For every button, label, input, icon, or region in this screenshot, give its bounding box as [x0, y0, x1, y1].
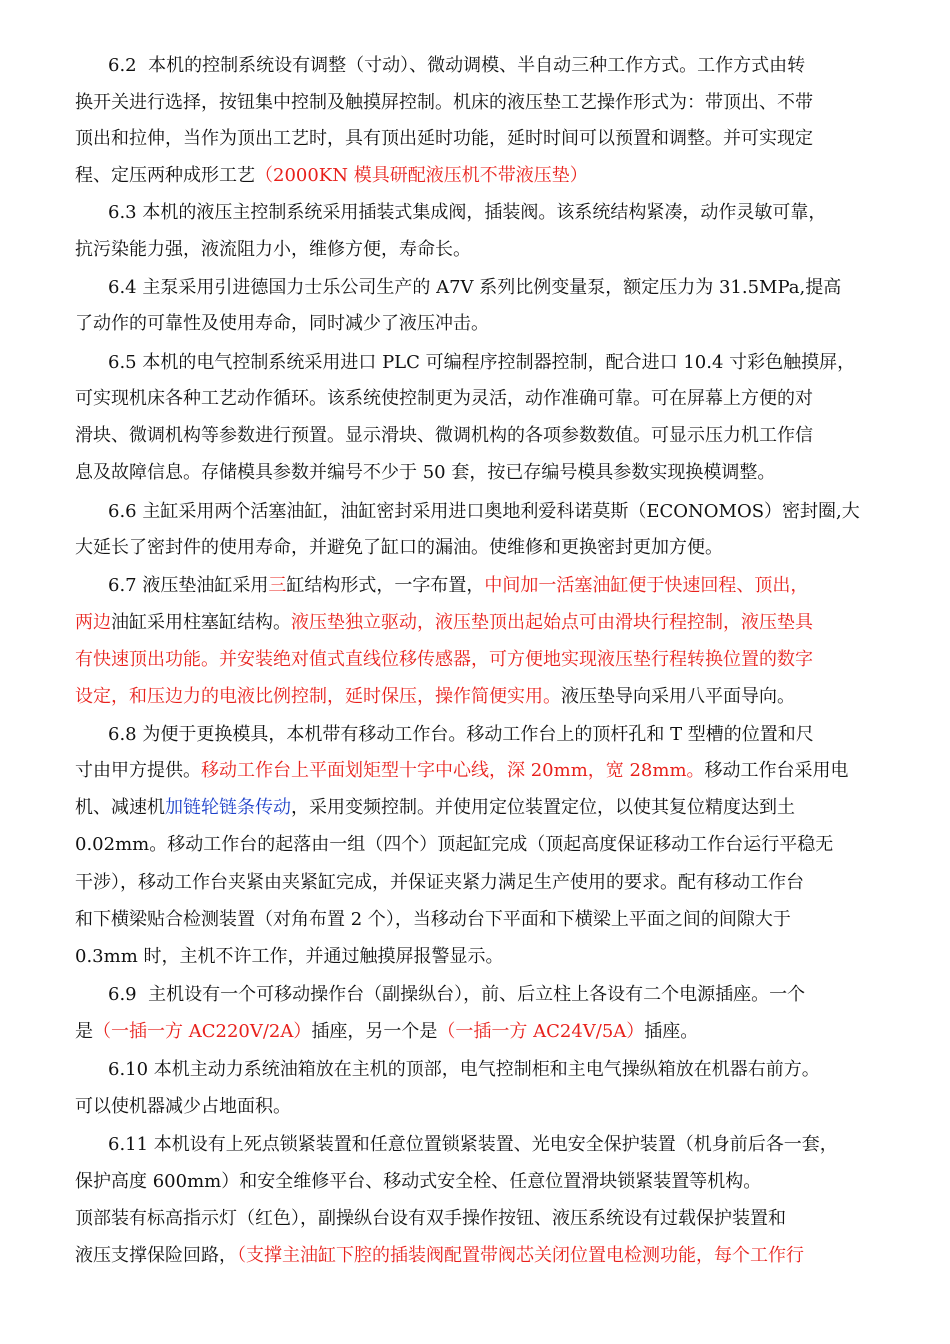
text-line [0, 942, 950, 972]
text-run: 和下横梁贴合检测装置（对角布置 2 个），当移动台下平面和下横梁上平面之间的间隙大于 [75, 909, 791, 930]
text-line [0, 1167, 950, 1197]
text-run: 油缸采用柱塞缸结构。 [111, 612, 291, 633]
text-line [0, 1204, 950, 1234]
text-line [0, 1055, 950, 1085]
text-run: 息及故障信息。存储模具参数并编号不少于 50 套，按已存编号模具参数实现换模调整。 [75, 462, 776, 483]
text-run: 可实现机床各种工艺动作循环。该系统使控制更为灵活，动作准确可靠。可在屏幕上方便的对 [75, 388, 813, 409]
text-run: 抗污染能力强，液流阻力小，维修方便，寿命长。 [75, 239, 471, 260]
text-run-red: （一插一方 AC24V/5A） [437, 1021, 645, 1042]
text-line [0, 51, 950, 81]
text-line [0, 793, 950, 823]
text-line [0, 645, 950, 675]
text-line [0, 88, 950, 118]
text-run: 液压垫导向采用八平面导向。 [561, 686, 795, 707]
text-line [0, 497, 950, 527]
text-run: 缸结构形式，一字布置， [286, 575, 485, 596]
text-run: 插座。 [644, 1021, 699, 1042]
text-run: 顶部装有标高指示灯（红色），副操纵台设有双手操作按钮、液压系统设有过载保护装置和 [75, 1208, 786, 1229]
text-line [0, 348, 950, 378]
text-run: 干涉），移动工作台夹紧由夹紧缸完成，并保证夹紧力满足生产使用的要求。配有移动工作台 [75, 872, 804, 893]
text-run-red: （2000KN 模具研配液压机不带液压垫） [255, 165, 588, 186]
text-run: ，采用变频控制。并使用定位装置定位，以使其复位精度达到土 [291, 797, 795, 818]
text-line [0, 235, 950, 265]
text-run: 6.3 本机的液压主控制系统采用插装式集成阀，插装阀。该系统结构紧凑，动作灵敏可靠， [108, 202, 827, 223]
text-run: 6.9 主机设有一个可移动操作台（副操纵台），前、后立柱上各设有二个电源插座。一个 [108, 984, 806, 1005]
text-line [0, 1092, 950, 1122]
text-run: 6.5 本机的电气控制系统采用进口 PLC 可编程序控制器控制，配合进口 10.4 寸彩色触摸屏， [108, 352, 856, 373]
text-run-red: （支撑主油缸下腔的插装阀配置带阀芯关闭位置电检测功能，每个工作行 [237, 1245, 804, 1266]
text-run: 是 [75, 1021, 93, 1042]
text-line [0, 421, 950, 451]
text-run: 机、减速机 [75, 797, 165, 818]
text-line [0, 124, 950, 154]
text-run: 0.3mm 时，主机不许工作，并通过触摸屏报警显示。 [75, 946, 504, 967]
text-line [0, 309, 950, 339]
text-line [0, 571, 950, 601]
text-run: 6.6 主缸采用两个活塞油缸，油缸密封采用进口奥地利爱科诺莫斯（ECONOMOS）密封圈,大 [108, 501, 860, 522]
text-run: 顶出和拉伸，当作为顶出工艺时，具有顶出延时功能，延时时间可以预置和调整。并可实现定 [75, 128, 813, 149]
text-line [0, 868, 950, 898]
text-run: 移动工作台采用电 [704, 760, 849, 781]
text-run: 6.7 液压垫油缸采用 [108, 575, 269, 596]
text-run-red: 设定，和压边力的电液比例控制，延时保压，操作简便实用。 [75, 686, 561, 707]
text-run-red: 液压垫独立驱动，液压垫顶出起始点可由滑块行程控制，液压垫具 [291, 612, 813, 633]
text-run: 6.4 主泵采用引进德国力士乐公司生产的 A7V 系列比例变量泵，额定压力为 31.5MPa,提高 [108, 277, 842, 298]
text-run: 6.8 为便于更换模具，本机带有移动工作台。移动工作台上的顶杆孔和 T 型槽的位置和尺 [108, 724, 814, 745]
text-run: 0.02mm。移动工作台的起落由一组（四个）顶起缸完成（顶起高度保证移动工作台运行平稳无 [75, 834, 834, 855]
text-run: 换开关进行选择，按钮集中控制及触摸屏控制。机床的液压垫工艺操作形式为：带顶出、不带 [75, 92, 813, 113]
text-run-blue: 加链轮链条传动 [165, 797, 291, 818]
text-line [0, 384, 950, 414]
text-line [0, 1130, 950, 1160]
text-run: 大延长了密封件的使用寿命，并避免了缸口的漏油。使维修和更换密封更加方便。 [75, 537, 723, 558]
text-line [0, 608, 950, 638]
text-line [0, 682, 950, 712]
text-line [0, 1017, 950, 1047]
text-run-red: 中间加一活塞油缸便于快速回程、顶出， [484, 575, 809, 596]
text-line [0, 1241, 950, 1271]
text-line [0, 458, 950, 488]
text-line [0, 533, 950, 563]
text-run: 6.2 本机的控制系统设有调整（寸动）、微动调模、半自动三种工作方式。工作方式由转 [108, 55, 806, 76]
text-line [0, 980, 950, 1010]
text-line [0, 830, 950, 860]
text-run: 可以使机器减少占地面积。 [75, 1096, 291, 1117]
text-line [0, 198, 950, 228]
text-run-red: 三 [268, 575, 287, 596]
text-run: 寸由甲方提供。 [75, 760, 201, 781]
text-run-red: 有快速顶出功能。并安装绝对值式直线位移传感器，可方便地实现液压垫行程转换位置的数字 [75, 649, 813, 670]
text-run-red: （一插一方 AC220V/2A） [93, 1021, 312, 1042]
text-line [0, 756, 950, 786]
text-run: 滑块、微调机构等参数进行预置。显示滑块、微调机构的各项参数数值。可显示压力机工作信 [75, 425, 813, 446]
text-run: 6.10 本机主动力系统油箱放在主机的顶部，电气控制柜和主电气操纵箱放在机器右前方。 [108, 1059, 820, 1080]
text-run: 液压支撑保险回路， [75, 1245, 237, 1266]
text-run: 6.11 本机设有上死点锁紧装置和任意位置锁紧装置、光电安全保护装置（机身前后各一套， [108, 1134, 838, 1155]
text-run-red: 两边 [75, 612, 111, 633]
text-run: 程、定压两种成形工艺 [75, 165, 255, 186]
text-run-red: 移动工作台上平面划矩型十字中心线，深 20mm，宽 28mm。 [201, 760, 705, 781]
text-line [0, 273, 950, 303]
text-run: 了动作的可靠性及使用寿命，同时减少了液压冲击。 [75, 313, 489, 334]
text-line [0, 720, 950, 750]
text-run: 保护高度 600mm）和安全维修平台、移动式安全栓、任意位置滑块锁紧装置等机构。 [75, 1171, 762, 1192]
text-run: 插座，另一个是 [311, 1021, 438, 1042]
text-line [0, 161, 950, 191]
text-line [0, 905, 950, 935]
